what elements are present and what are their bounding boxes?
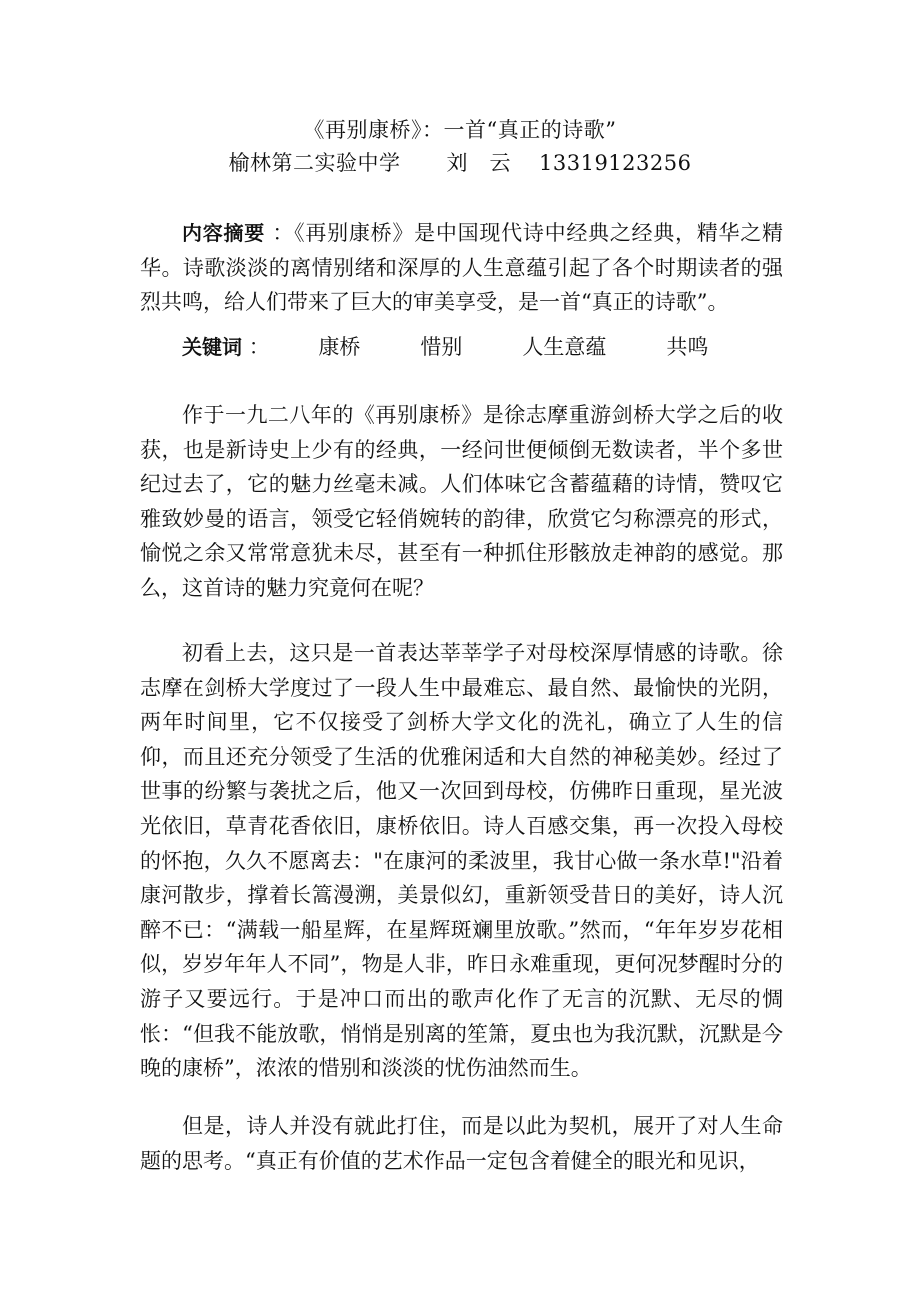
keywords-separator: ： [248,335,270,359]
keyword-item: 康桥 [318,335,361,359]
abstract-paragraph [140,216,783,320]
keywords-label: 关键词 [182,335,242,359]
abstract-separator: ： [272,221,295,245]
keywords-section [140,330,783,365]
abstract-label: 内容摘要 [182,221,265,245]
author-name: 刘 云 [446,151,511,175]
body-paragraph-3 [140,1109,783,1178]
keyword-item: 共鸣 [666,335,709,359]
author-school: 榆林第二实验中学 [228,151,401,175]
abstract-text: 《再别康桥》是中国现代诗中经典之经典，精华之精华。诗歌淡淡的离情别绪和深厚的人生意蕴引起了各个时期读者的强烈共鸣，给人们带来了巨大的审美享受，是一首“真正的诗歌”。 [140,221,784,315]
paragraph-text: 但是，诗人并没有就此打住，而是以此为契机，展开了对人生命题的思考。“真正有价值的艺术作品一定包含着健全的眼光和见识， [140,1114,783,1173]
paragraph-text: 作于一九二八年的《再别康桥》是徐志摩重游剑桥大学之后的收获，也是新诗史上少有的经典，一经问世便倾倒无数读者，半个多世纪过去了，它的魅力丝毫未减。人们体味它含蓄蕴藉的诗情，赞叹它雅致妙曼的语言，领受它轻俏婉转的韵律，欣赏它匀称漂亮的形式，愉悦之余又常常意犹未尽，甚至有一种抓住形骸放走神韵的感觉。那么，这首诗的魅力究竟何在呢？ [140,403,783,600]
article-title: 《再别康桥》：一首“真正的诗歌” [303,118,617,142]
header-block [0,114,920,180]
keyword-item: 惜别 [420,335,463,359]
body-paragraph-1 [140,398,783,606]
author-line [0,147,920,180]
body-paragraph-2 [140,636,783,1086]
paragraph-text: 初看上去，这只是一首表达莘莘学子对母校深厚情感的诗歌。徐志摩在剑桥大学度过了一段人生中最难忘、最自然、最愉快的光阴，两年时间里，它不仅接受了剑桥大学文化的洗礼，确立了人生的信仰，而且还充分领受了生活的优雅闲适和大自然的神秘美妙。经过了世事的纷繁与袭扰之后，他又一次回到母校，仿佛昨日重现，星光波光依旧，草青花香依旧，康桥依旧。诗人百感交集，再一次投入母校的怀抱，久久不愿离去："在康河的柔波里，我甘心做一条水草!"沿着康河散步，撑着长篙漫溯，美景似幻，重新领受昔日的美好，诗人沉醉不已：“满载一船星辉，在星辉斑斓里放歌。”然而，“年年岁岁花相似，岁岁年年人不同”，物是人非，昨日永难重现，更何况梦醒时分的游子又要远行。于是冲口而出的歌声化作了无言的沉默、无尽的惆怅：“但我不能放歌，悄悄是别离的笙箫，夏虫也为我沉默，沉默是今晚的康桥”，浓浓的惜别和淡淡的忧伤油然而生。 [140,641,783,1081]
keywords-paragraph [140,330,783,365]
keyword-item: 人生意蕴 [522,335,607,359]
abstract-section [140,216,783,320]
author-phone: 13319123256 [539,151,692,175]
